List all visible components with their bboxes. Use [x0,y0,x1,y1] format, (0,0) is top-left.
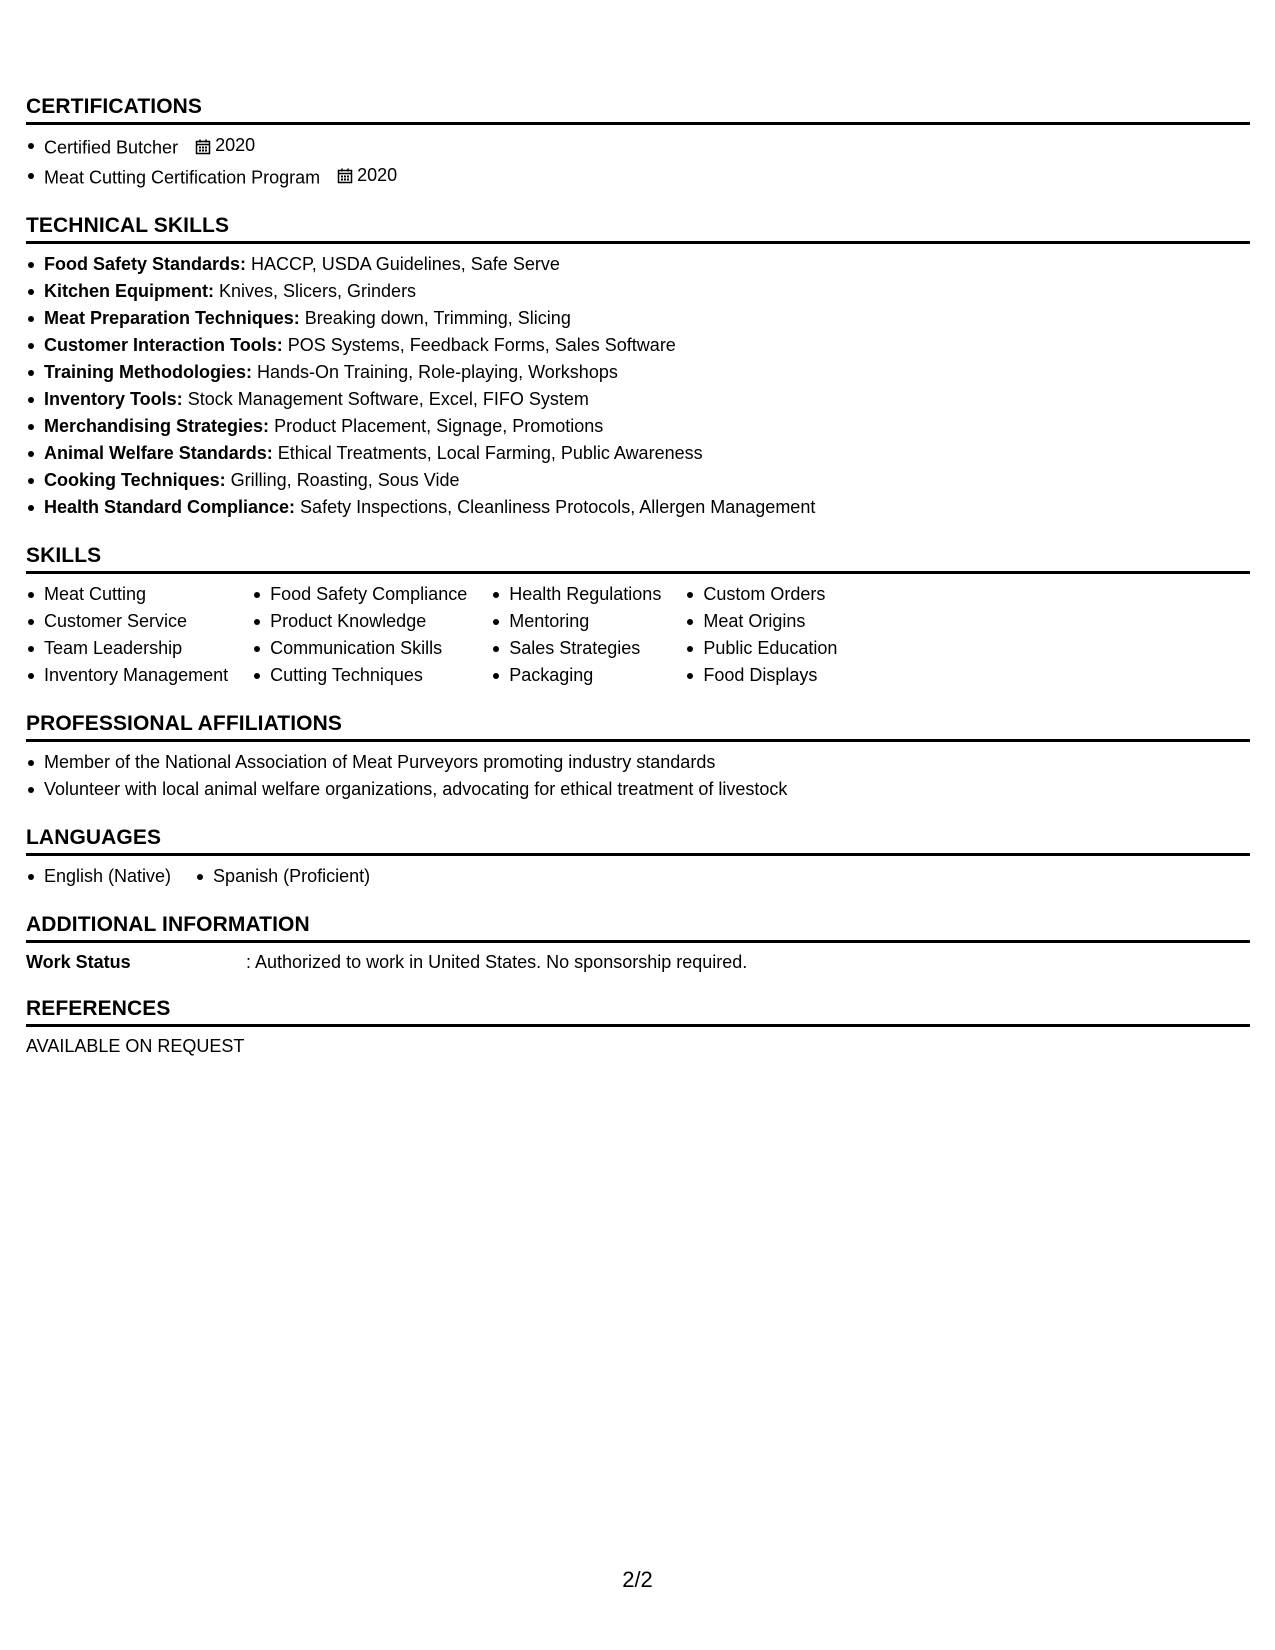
skills-column [252,581,467,689]
skill-category: Inventory Tools: [44,389,183,409]
list-item [26,251,1250,278]
languages-list [26,863,1250,890]
skill-category: Cooking Techniques: [44,470,226,490]
languages-section [26,825,1250,890]
section-title-affiliations: PROFESSIONAL AFFILIATIONS [26,711,1250,742]
list-item [26,386,1250,413]
section-title-technical-skills: TECHNICAL SKILLS [26,213,1250,244]
list-item: Mentoring [491,608,661,635]
list-item: Inventory Management [26,662,228,689]
skill-category: Training Methodologies: [44,362,252,382]
list-item [26,359,1250,386]
skill-values: Ethical Treatments, Local Farming, Public Awareness [272,443,703,463]
section-title-skills: SKILLS [26,543,1250,574]
list-item: Volunteer with local animal welfare organizations, advocating for ethical treatment of livestock [26,776,1250,803]
skill-values: Grilling, Roasting, Sous Vide [225,470,460,490]
list-item: Sales Strategies [491,635,661,662]
list-item: Customer Service [26,608,228,635]
list-item: Product Knowledge [252,608,467,635]
list-item: Spanish (Proficient) [195,863,370,890]
skills-grid [26,581,1250,689]
skill-category: Meat Preparation Techniques: [44,308,300,328]
skill-category: Kitchen Equipment: [44,281,214,301]
list-item [26,440,1250,467]
certifications-list [26,132,1250,191]
list-item [26,413,1250,440]
skills-section [26,543,1250,689]
skill-category: Merchandising Strategies: [44,416,270,436]
certification-name: Certified Butcher [44,137,179,158]
list-item: Packaging [491,662,661,689]
skill-values: Knives, Slicers, Grinders [214,281,417,301]
technical-skills-section [26,213,1250,521]
list-item [26,162,1250,192]
skill-values: Stock Management Software, Excel, FIFO System [182,389,589,409]
section-title-certifications: CERTIFICATIONS [26,94,1250,125]
resume-page [26,94,1250,1080]
list-item: Public Education [685,635,837,662]
skill-values: HACCP, USDA Guidelines, Safe Serve [246,254,560,274]
calendar-icon [337,168,353,184]
list-item: Food Safety Compliance [252,581,467,608]
skill-values: Hands-On Training, Role-playing, Workshops [252,362,618,382]
list-item: Food Displays [685,662,837,689]
work-status-label: Work Status [26,952,131,972]
section-title-references: REFERENCES [26,996,1250,1027]
list-item: Communication Skills [252,635,467,662]
list-item: Member of the National Association of Meat Purveyors promoting industry standards [26,749,1250,776]
list-item: Custom Orders [685,581,837,608]
skill-values: Safety Inspections, Cleanliness Protocols, Allergen Management [295,497,816,517]
references-text: AVAILABLE ON REQUEST [26,1036,245,1056]
technical-skills-list [26,251,1250,521]
list-item: English (Native) [26,863,171,890]
list-item [26,305,1250,332]
work-status-value: : Authorized to work in United States. No sponsorship required. [246,952,748,972]
list-item [26,278,1250,305]
calendar-icon [195,139,211,155]
skills-column [685,581,837,689]
certification-year: 2020 [357,164,398,185]
certification-name: Meat Cutting Certification Program [44,167,321,187]
skill-category: Customer Interaction Tools: [44,335,283,355]
additional-info-section [26,912,1250,974]
skill-category: Food Safety Standards: [44,254,247,274]
list-item: Health Regulations [491,581,661,608]
skills-column [26,581,228,689]
page-number: 2/2 [622,1567,653,1592]
work-status-row [26,950,1250,974]
list-item [26,494,1250,521]
skill-values: POS Systems, Feedback Forms, Sales Software [282,335,676,355]
list-item [26,467,1250,494]
section-title-additional-info: ADDITIONAL INFORMATION [26,912,1250,943]
affiliations-section [26,711,1250,803]
section-title-languages: LANGUAGES [26,825,1250,856]
skill-values: Product Placement, Signage, Promotions [269,416,604,436]
references-section [26,996,1250,1058]
list-item: Meat Cutting [26,581,228,608]
skill-values: Breaking down, Trimming, Slicing [299,308,571,328]
affiliations-list [26,749,1250,803]
certifications-section [26,94,1250,191]
list-item: Meat Origins [685,608,837,635]
list-item [26,132,1250,162]
skills-column [491,581,661,689]
list-item [26,332,1250,359]
skill-category: Animal Welfare Standards: [44,443,273,463]
skill-category: Health Standard Compliance: [44,497,296,517]
certification-year: 2020 [215,135,256,155]
list-item: Team Leadership [26,635,228,662]
list-item: Cutting Techniques [252,662,467,689]
